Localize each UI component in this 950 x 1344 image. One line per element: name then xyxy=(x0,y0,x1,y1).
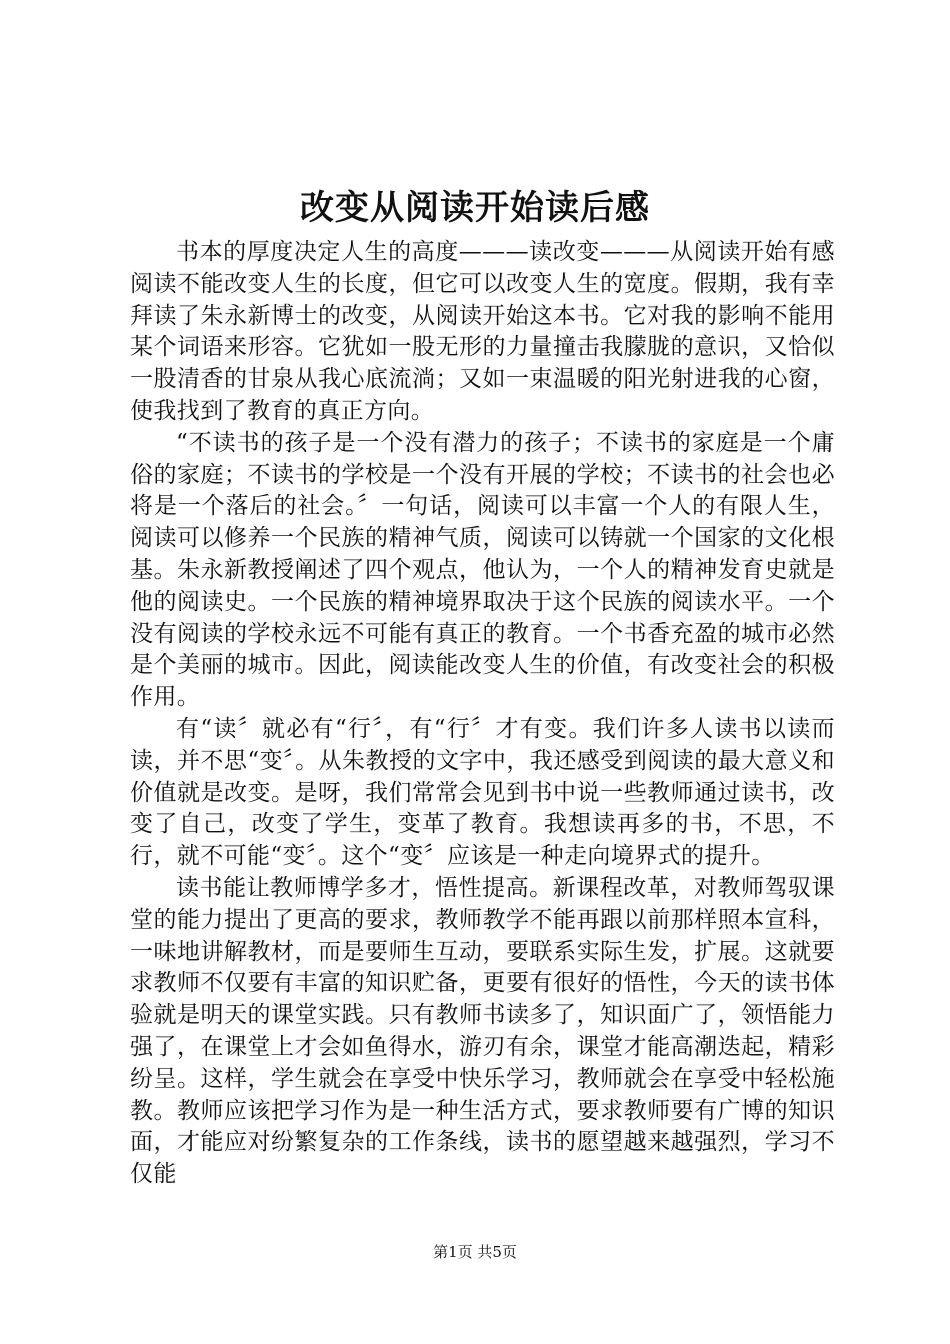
paragraph-2: “不读书的孩子是一个没有潜力的孩子；不读书的家庭是一个庸俗的家庭；不读书的学校是一个没有开展的学校；不读书的社会也必将是一个落后的社会。〞一句话，阅读可以丰富一个人的有限人生，阅读可以修养一个民族的精神气质，阅读可以铸就一个国家的文化根基。朱永新教授阐述了四个观点，他认为，一个人的精神发育史就是他的阅读史。一个民族的精神境界取决于这个民族的阅读水平。一个没有阅读的学校永远不可能有真正的教育。一个书香充盈的城市必然是个美丽的城市。因此，阅读能改变人生的价值，有改变社会的积极作用。 xyxy=(130,429,835,711)
document-body xyxy=(130,237,835,1191)
paragraph-3: 有“读〞就必有“行〞，有“行〞才有变。我们许多人读书以读而读，并不思“变〞。从朱教授的文字中，我还感受到阅读的最大意义和价值就是改变。是呀，我们常常会见到书中说一些教师通过读书，改变了自己，改变了学生，变革了教育。我想读再多的书，不思，不行，就不可能“变〞。这个“变〞应该是一种走向境界式的提升。 xyxy=(130,715,835,870)
paragraph-1: 书本的厚度决定人生的高度———读改变———从阅读开始有感阅读不能改变人生的长度，但它可以改变人生的宽度。假期，我有幸拜读了朱永新博士的改变，从阅读开始这本书。它对我的影响不能用某个词语来形容。它犹如一股无形的力量撞击我朦胧的意识，又恰似一股清香的甘泉从我心底流淌；又如一束温暖的阳光射进我的心窗，使我找到了教育的真正方向。 xyxy=(130,239,835,424)
paragraph-4: 读书能让教师博学多才，悟性提高。新课程改革，对教师驾驭课堂的能力提出了更高的要求，教师教学不能再跟以前那样照本宣科，一味地讲解教材，而是要师生互动，要联系实际生发，扩展。这就要求教师不仅要有丰富的知识贮备，更要有很好的悟性，今天的读书体验就是明天的课堂实践。只有教师书读多了，知识面广了，领悟能力强了，在课堂上才会如鱼得水，游刃有余，课堂才能高潮迭起，精彩纷呈。这样，学生就会在享受中快乐学习，教师就会在享受中轻松施教。教师应该把学习作为是一种生活方式，要求教师要有广博的知识面，才能应对纷繁复杂的工作条线，读书的愿望越来越强烈，学习不仅能 xyxy=(130,874,835,1188)
page-title: 改变从阅读开始读后感 xyxy=(300,188,650,228)
page-number-footer: 第1页 共5页 xyxy=(433,1243,517,1261)
